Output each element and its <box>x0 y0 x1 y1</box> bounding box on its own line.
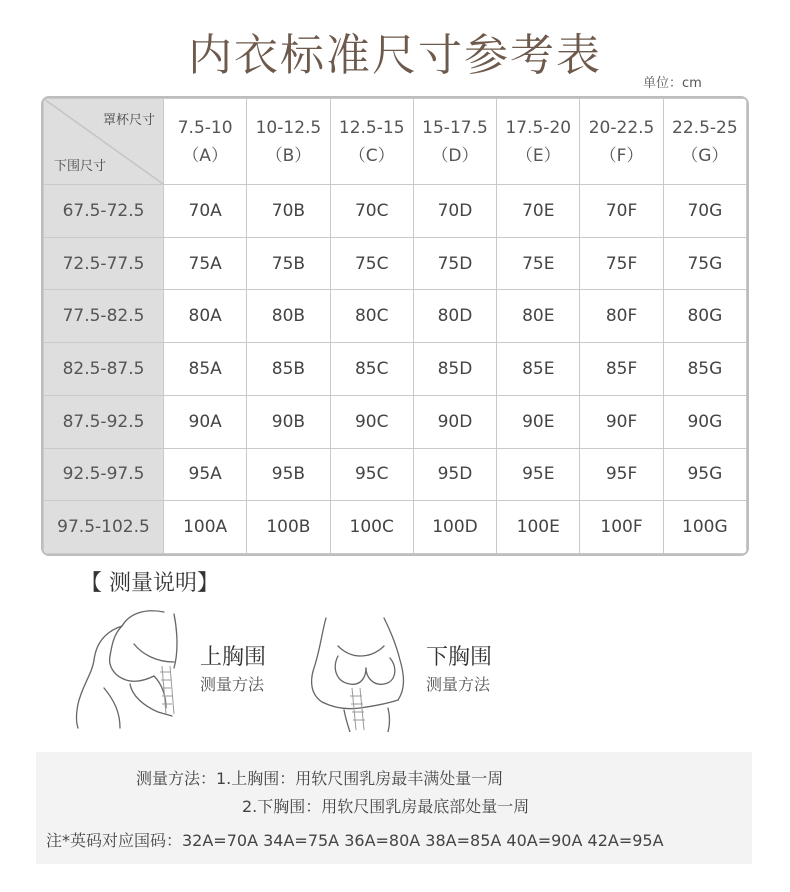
cup-size-header: 罩杯尺寸 <box>102 113 155 128</box>
size-cell: 100F <box>580 501 663 554</box>
size-cell: 95E <box>497 448 580 501</box>
size-cell: 85G <box>663 343 746 396</box>
size-cell: 75E <box>497 237 580 290</box>
page-title: 内衣标准尺寸参考表 <box>188 30 602 81</box>
table-row <box>44 290 747 343</box>
column-header <box>164 99 247 185</box>
size-cell: 90F <box>580 395 663 448</box>
cup-letter: （A） <box>182 145 228 166</box>
unit-label: 单位：cm <box>643 76 702 91</box>
measure-section-title: 【 测量说明】 <box>80 571 219 596</box>
size-cell: 80F <box>580 290 663 343</box>
band-size-cell: 72.5-77.5 <box>44 237 164 290</box>
band-size-header: 下围尺寸 <box>54 159 107 174</box>
size-cell: 85D <box>413 343 496 396</box>
column-header <box>497 99 580 185</box>
size-cell: 80B <box>247 290 330 343</box>
size-cell: 80E <box>497 290 580 343</box>
size-cell: 70B <box>247 185 330 238</box>
upper-bust-measure-illustration <box>74 604 194 730</box>
note-method-2: 2.下胸围：用软尺围乳房最底部处量一周 <box>242 797 530 816</box>
upper-bust-label: 上胸围 <box>200 645 267 670</box>
size-cell: 80D <box>413 290 496 343</box>
size-cell: 95C <box>330 448 413 501</box>
cup-letter: （E） <box>515 145 561 166</box>
size-cell: 95B <box>247 448 330 501</box>
size-cell: 85E <box>497 343 580 396</box>
size-cell: 75D <box>413 237 496 290</box>
size-cell: 95D <box>413 448 496 501</box>
size-cell: 100B <box>247 501 330 554</box>
size-cell: 100C <box>330 501 413 554</box>
size-cell: 95G <box>663 448 746 501</box>
table-row <box>44 185 747 238</box>
column-header <box>413 99 496 185</box>
corner-cell <box>44 99 164 185</box>
band-size-cell: 77.5-82.5 <box>44 290 164 343</box>
notes-panel <box>36 752 752 864</box>
table-row <box>44 395 747 448</box>
size-cell: 85A <box>164 343 247 396</box>
size-cell: 70E <box>497 185 580 238</box>
cup-range: 7.5-10 <box>177 117 233 138</box>
cup-range: 10-12.5 <box>255 117 322 138</box>
size-cell: 70A <box>164 185 247 238</box>
cup-range: 17.5-20 <box>505 117 572 138</box>
cup-range: 20-22.5 <box>588 117 655 138</box>
table-row <box>44 343 747 396</box>
size-cell: 80A <box>164 290 247 343</box>
size-cell: 95A <box>164 448 247 501</box>
cup-letter: （C） <box>348 145 395 166</box>
size-table <box>41 96 749 556</box>
size-cell: 70D <box>413 185 496 238</box>
size-cell: 75F <box>580 237 663 290</box>
column-header <box>663 99 746 185</box>
size-cell: 75G <box>663 237 746 290</box>
column-header <box>247 99 330 185</box>
size-cell: 70C <box>330 185 413 238</box>
table-row <box>44 237 747 290</box>
under-bust-method-label: 测量方法 <box>426 675 491 694</box>
size-cell: 95F <box>580 448 663 501</box>
band-size-cell: 97.5-102.5 <box>44 501 164 554</box>
size-cell: 70G <box>663 185 746 238</box>
size-cell: 70F <box>580 185 663 238</box>
size-cell: 75C <box>330 237 413 290</box>
band-size-cell: 92.5-97.5 <box>44 448 164 501</box>
upper-bust-method-label: 测量方法 <box>200 675 265 694</box>
size-cell: 85B <box>247 343 330 396</box>
size-cell: 90A <box>164 395 247 448</box>
size-cell: 100D <box>413 501 496 554</box>
under-bust-label: 下胸围 <box>426 645 493 670</box>
note-size-conversion: 注*英码对应国码：32A=70A 34A=75A 36A=80A 38A=85A 40A=90A 42A=95A <box>46 831 664 850</box>
note-method-1: 测量方法：1.上胸围：用软尺围乳房最丰满处量一周 <box>136 769 504 788</box>
column-header <box>330 99 413 185</box>
size-cell: 75B <box>247 237 330 290</box>
band-size-cell: 67.5-72.5 <box>44 185 164 238</box>
size-cell: 90E <box>497 395 580 448</box>
size-cell: 100G <box>663 501 746 554</box>
under-bust-measure-illustration <box>304 616 414 732</box>
band-size-cell: 87.5-92.5 <box>44 395 164 448</box>
table-row <box>44 448 747 501</box>
size-cell: 80C <box>330 290 413 343</box>
cup-letter: （B） <box>265 145 312 166</box>
cup-range: 12.5-15 <box>338 117 405 138</box>
size-cell: 90G <box>663 395 746 448</box>
cup-letter: （D） <box>431 145 479 166</box>
column-header <box>580 99 663 185</box>
cup-letter: （F） <box>599 145 644 166</box>
size-cell: 90B <box>247 395 330 448</box>
size-cell: 90C <box>330 395 413 448</box>
size-cell: 85C <box>330 343 413 396</box>
size-cell: 80G <box>663 290 746 343</box>
table-row <box>44 501 747 554</box>
cup-range: 22.5-25 <box>672 117 738 138</box>
size-cell: 85F <box>580 343 663 396</box>
band-size-cell: 82.5-87.5 <box>44 343 164 396</box>
size-cell: 75A <box>164 237 247 290</box>
size-cell: 100E <box>497 501 580 554</box>
size-cell: 90D <box>413 395 496 448</box>
cup-range: 15-17.5 <box>422 117 488 138</box>
size-cell: 100A <box>164 501 247 554</box>
cup-letter: （G） <box>681 145 729 166</box>
